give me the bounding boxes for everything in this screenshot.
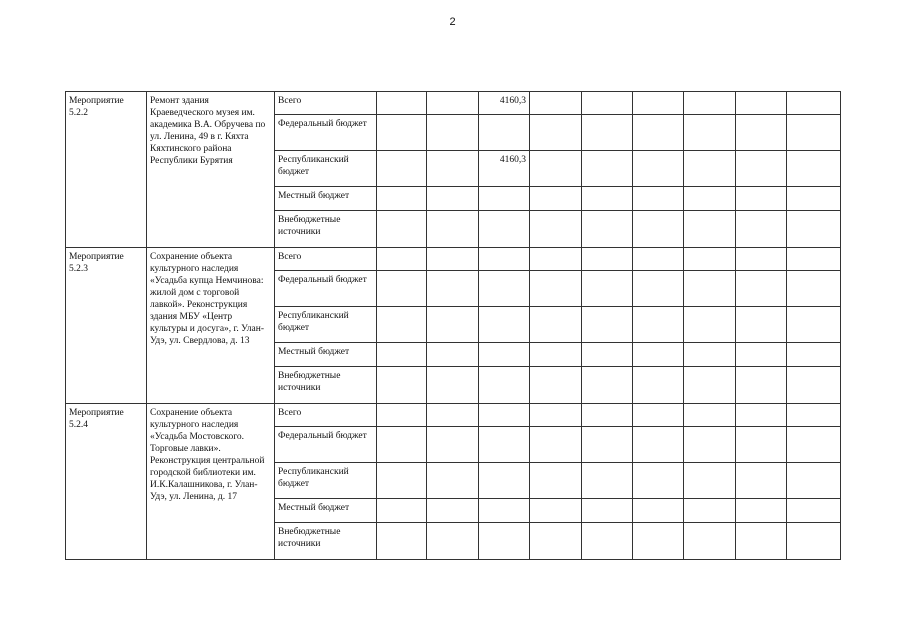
- value-cell: [427, 499, 479, 523]
- value-cell: [684, 115, 736, 151]
- value-cell: [633, 92, 684, 115]
- funding-source: Внебюджетные источники: [275, 523, 377, 560]
- value-cell: [582, 115, 633, 151]
- value-cell: [377, 92, 427, 115]
- value-cell: [787, 271, 841, 307]
- value-cell: [736, 367, 787, 404]
- value-cell: [633, 427, 684, 463]
- value-cell: [787, 115, 841, 151]
- value-cell: [479, 307, 530, 343]
- value-cell: [530, 151, 582, 187]
- value-cell: [377, 404, 427, 427]
- value-cell: [684, 367, 736, 404]
- value-cell: 4160,3: [479, 151, 530, 187]
- value-cell: [633, 499, 684, 523]
- value-cell: [787, 187, 841, 211]
- value-cell: [633, 404, 684, 427]
- value-cell: [684, 463, 736, 499]
- value-cell: [427, 343, 479, 367]
- value-cell: [736, 271, 787, 307]
- value-cell: [582, 211, 633, 248]
- value-cell: [633, 151, 684, 187]
- value-cell: [787, 248, 841, 271]
- value-cell: [530, 427, 582, 463]
- value-cell: [479, 343, 530, 367]
- value-cell: [530, 307, 582, 343]
- funding-source: Местный бюджет: [275, 343, 377, 367]
- value-cell: [479, 463, 530, 499]
- value-cell: [427, 151, 479, 187]
- value-cell: [530, 523, 582, 560]
- table-row: [66, 248, 841, 271]
- value-cell: [787, 367, 841, 404]
- value-cell: [530, 248, 582, 271]
- value-cell: [582, 499, 633, 523]
- value-cell: [530, 271, 582, 307]
- value-cell: [684, 427, 736, 463]
- value-cell: [787, 499, 841, 523]
- value-cell: [377, 523, 427, 560]
- funding-source: Федеральный бюджет: [275, 271, 377, 307]
- value-cell: [427, 367, 479, 404]
- value-cell: [530, 187, 582, 211]
- table-row: [66, 404, 841, 427]
- value-cell: [377, 427, 427, 463]
- value-cell: [787, 343, 841, 367]
- value-cell: [684, 499, 736, 523]
- value-cell: [582, 427, 633, 463]
- value-cell: [479, 248, 530, 271]
- value-cell: [427, 248, 479, 271]
- value-cell: [633, 248, 684, 271]
- value-cell: [530, 92, 582, 115]
- value-cell: [787, 404, 841, 427]
- value-cell: [787, 92, 841, 115]
- value-cell: [736, 523, 787, 560]
- value-cell: [736, 404, 787, 427]
- value-cell: [684, 187, 736, 211]
- funding-source: Федеральный бюджет: [275, 427, 377, 463]
- value-cell: [736, 92, 787, 115]
- value-cell: [736, 307, 787, 343]
- value-cell: [582, 307, 633, 343]
- value-cell: [736, 343, 787, 367]
- value-cell: [787, 523, 841, 560]
- value-cell: [787, 151, 841, 187]
- value-cell: [530, 499, 582, 523]
- value-cell: [582, 92, 633, 115]
- funding-source: Всего: [275, 248, 377, 271]
- value-cell: [479, 187, 530, 211]
- value-cell: [582, 343, 633, 367]
- value-cell: [377, 187, 427, 211]
- value-cell: [582, 187, 633, 211]
- value-cell: [582, 367, 633, 404]
- value-cell: [633, 115, 684, 151]
- value-cell: [633, 367, 684, 404]
- funding-source: Республиканский бюджет: [275, 463, 377, 499]
- value-cell: [479, 115, 530, 151]
- value-cell: [377, 367, 427, 404]
- value-cell: [633, 271, 684, 307]
- funding-source: Местный бюджет: [275, 499, 377, 523]
- value-cell: [787, 307, 841, 343]
- value-cell: [684, 211, 736, 248]
- value-cell: [633, 211, 684, 248]
- value-cell: [427, 271, 479, 307]
- table-row: [66, 92, 841, 115]
- page-number: 2: [449, 16, 456, 28]
- funding-source: Всего: [275, 404, 377, 427]
- value-cell: [427, 187, 479, 211]
- value-cell: [377, 151, 427, 187]
- value-cell: [479, 404, 530, 427]
- measure-code: Мероприятие 5.2.3: [66, 248, 147, 404]
- value-cell: [427, 115, 479, 151]
- funding-source: Внебюджетные источники: [275, 211, 377, 248]
- value-cell: [479, 427, 530, 463]
- value-cell: [427, 523, 479, 560]
- value-cell: [427, 427, 479, 463]
- value-cell: [736, 427, 787, 463]
- value-cell: [377, 115, 427, 151]
- value-cell: [530, 211, 582, 248]
- value-cell: [787, 427, 841, 463]
- value-cell: [736, 463, 787, 499]
- value-cell: [684, 307, 736, 343]
- value-cell: [427, 307, 479, 343]
- value-cell: [377, 211, 427, 248]
- measure-code: Мероприятие 5.2.4: [66, 404, 147, 560]
- value-cell: [684, 151, 736, 187]
- value-cell: 4160,3: [479, 92, 530, 115]
- value-cell: [582, 248, 633, 271]
- value-cell: [582, 523, 633, 560]
- value-cell: [479, 211, 530, 248]
- table-body: [66, 92, 841, 560]
- value-cell: [427, 211, 479, 248]
- value-cell: [684, 92, 736, 115]
- value-cell: [633, 523, 684, 560]
- value-cell: [582, 151, 633, 187]
- value-cell: [582, 463, 633, 499]
- value-cell: [530, 367, 582, 404]
- value-cell: [377, 271, 427, 307]
- value-cell: [530, 404, 582, 427]
- value-cell: [633, 463, 684, 499]
- value-cell: [377, 307, 427, 343]
- funding-source: Республиканский бюджет: [275, 307, 377, 343]
- value-cell: [736, 211, 787, 248]
- measure-code: Мероприятие 5.2.2: [66, 92, 147, 248]
- value-cell: [736, 151, 787, 187]
- value-cell: [479, 523, 530, 560]
- value-cell: [736, 187, 787, 211]
- budget-table: [65, 91, 841, 560]
- value-cell: [633, 343, 684, 367]
- value-cell: [582, 404, 633, 427]
- funding-source: Внебюджетные источники: [275, 367, 377, 404]
- funding-source: Местный бюджет: [275, 187, 377, 211]
- value-cell: [427, 92, 479, 115]
- value-cell: [427, 404, 479, 427]
- value-cell: [684, 343, 736, 367]
- value-cell: [684, 248, 736, 271]
- value-cell: [377, 499, 427, 523]
- value-cell: [684, 271, 736, 307]
- funding-source: Федеральный бюджет: [275, 115, 377, 151]
- value-cell: [787, 211, 841, 248]
- value-cell: [479, 367, 530, 404]
- value-cell: [377, 343, 427, 367]
- value-cell: [377, 463, 427, 499]
- value-cell: [684, 523, 736, 560]
- value-cell: [479, 499, 530, 523]
- funding-source: Всего: [275, 92, 377, 115]
- measure-description: Сохранение объекта культурного наследия «Усадьба купца Немчинова: жилой дом с торговой лавкой». Реконструкция здания МБУ «Центр культуры и досуга», г. Улан-Удэ, ул. Свердлова, д. 13: [147, 248, 275, 404]
- value-cell: [787, 463, 841, 499]
- value-cell: [736, 115, 787, 151]
- value-cell: [530, 343, 582, 367]
- measure-description: Ремонт здания Краеведческого музея им. академика В.А. Обручева по ул. Ленина, 49 в г. Кяхта Кяхтинского района Республики Бурятия: [147, 92, 275, 248]
- measure-description: Сохранение объекта культурного наследия «Усадьба Мостовского. Торговые лавки». Реконструкция центральной городской библиотеки им. И.К.Калашникова, г. Улан-Удэ, ул. Ленина, д. 17: [147, 404, 275, 560]
- value-cell: [377, 248, 427, 271]
- value-cell: [582, 271, 633, 307]
- value-cell: [427, 463, 479, 499]
- value-cell: [479, 271, 530, 307]
- value-cell: [530, 115, 582, 151]
- value-cell: [530, 463, 582, 499]
- value-cell: [684, 404, 736, 427]
- funding-source: Республиканский бюджет: [275, 151, 377, 187]
- value-cell: [633, 307, 684, 343]
- value-cell: [736, 248, 787, 271]
- value-cell: [736, 499, 787, 523]
- value-cell: [633, 187, 684, 211]
